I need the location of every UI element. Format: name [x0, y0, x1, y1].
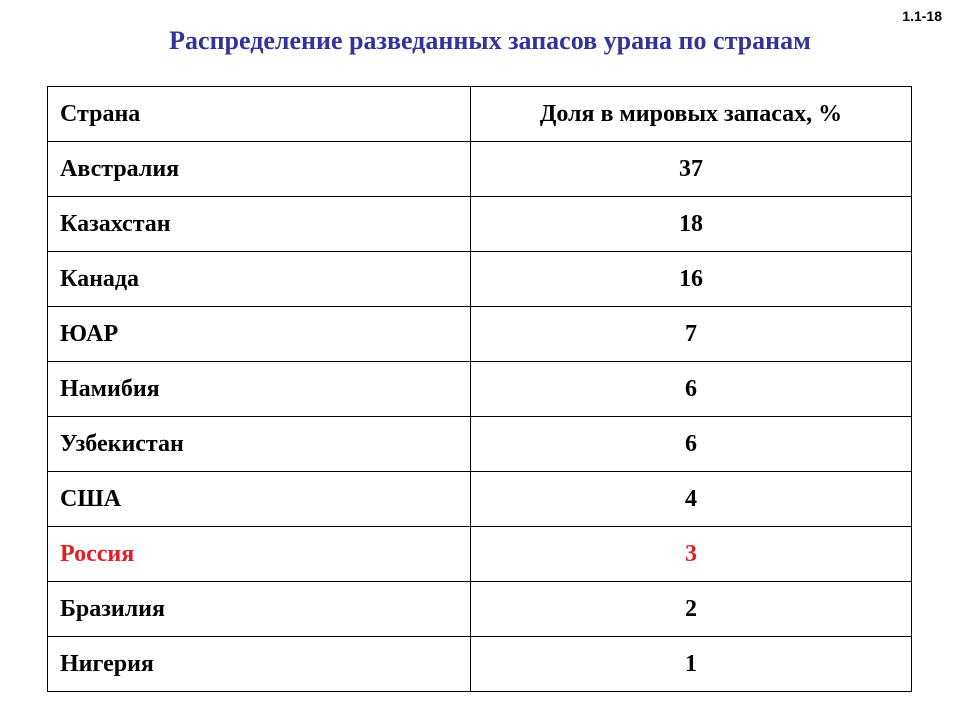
table-row: [48, 417, 912, 472]
country-cell: Казахстан: [48, 197, 471, 252]
share-cell: 2: [471, 582, 912, 637]
table-row: [48, 307, 912, 362]
table-row: [48, 142, 912, 197]
table-row: [48, 637, 912, 692]
header-share: Доля в мировых запасах, %: [471, 87, 912, 142]
share-cell: 37: [471, 142, 912, 197]
header-country: Страна: [48, 87, 471, 142]
country-cell: Бразилия: [48, 582, 471, 637]
share-cell: 3: [471, 527, 912, 582]
table-row: [48, 252, 912, 307]
share-cell: 4: [471, 472, 912, 527]
slide-number: 1.1-18: [902, 8, 942, 24]
country-cell: Россия: [48, 527, 471, 582]
table-row: [48, 472, 912, 527]
share-cell: 18: [471, 197, 912, 252]
country-cell: Нигерия: [48, 637, 471, 692]
country-cell: Узбекистан: [48, 417, 471, 472]
table-row: [48, 197, 912, 252]
table-row-highlighted: [48, 527, 912, 582]
table-row: [48, 582, 912, 637]
uranium-reserves-table: [47, 86, 912, 692]
share-cell: 7: [471, 307, 912, 362]
share-cell: 16: [471, 252, 912, 307]
country-cell: США: [48, 472, 471, 527]
slide-title: Распределение разведанных запасов урана по странам: [169, 26, 811, 55]
country-cell: Канада: [48, 252, 471, 307]
table-header-row: [48, 87, 912, 142]
country-cell: Австралия: [48, 142, 471, 197]
country-cell: Намибия: [48, 362, 471, 417]
share-cell: 1: [471, 637, 912, 692]
table-row: [48, 362, 912, 417]
share-cell: 6: [471, 417, 912, 472]
share-cell: 6: [471, 362, 912, 417]
country-cell: ЮАР: [48, 307, 471, 362]
